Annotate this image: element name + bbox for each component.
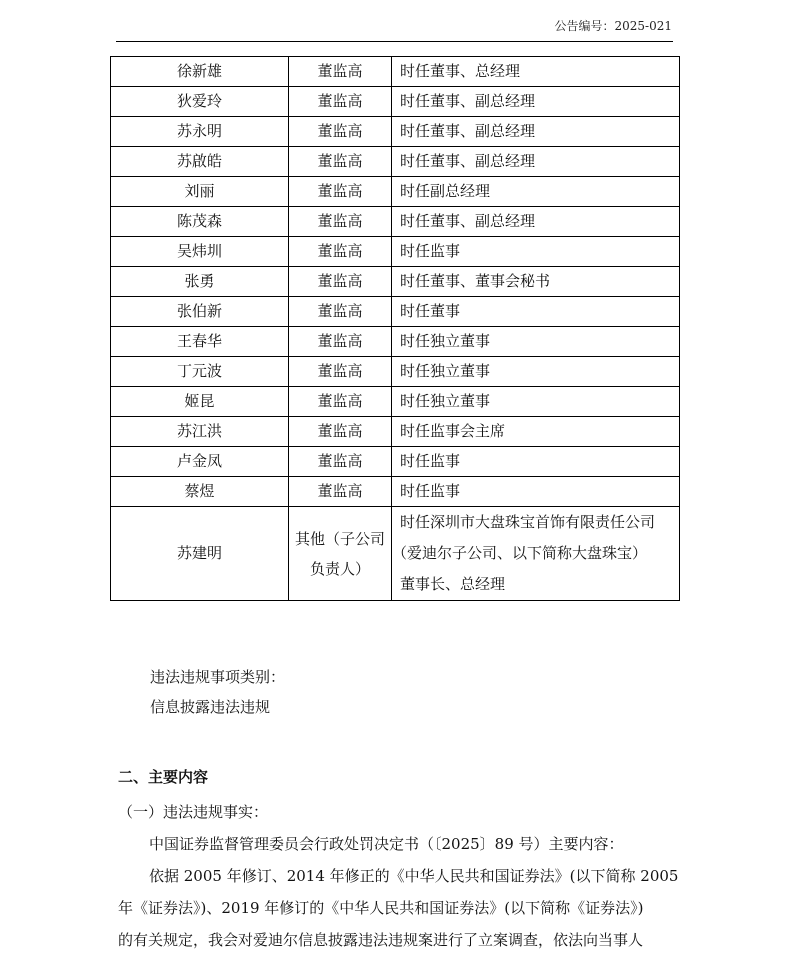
person-role: 董监高 bbox=[289, 357, 392, 387]
table-row bbox=[111, 237, 680, 267]
subsection-title: （一）违法违规事实： bbox=[118, 803, 269, 821]
person-role: 董监高 bbox=[289, 417, 392, 447]
position-line: 董事长、总经理 bbox=[400, 575, 506, 593]
table-row bbox=[111, 57, 680, 87]
violation-category-label: 违法违规事项类别： bbox=[150, 668, 286, 686]
table-row bbox=[111, 447, 680, 477]
person-name: 苏江洪 bbox=[111, 417, 289, 447]
person-role: 董监高 bbox=[289, 147, 392, 177]
person-name: 苏永明 bbox=[111, 117, 289, 147]
person-role: 董监高 bbox=[289, 117, 392, 147]
position-line: 时任深圳市大盘珠宝首饰有限责任公司 bbox=[400, 513, 656, 531]
person-role bbox=[289, 507, 392, 601]
person-name: 苏啟皓 bbox=[111, 147, 289, 177]
person-name: 卢金凤 bbox=[111, 447, 289, 477]
person-position: 时任监事 bbox=[392, 477, 680, 507]
person-position: 时任独立董事 bbox=[392, 327, 680, 357]
person-name: 张勇 bbox=[111, 267, 289, 297]
table-row bbox=[111, 297, 680, 327]
person-position bbox=[392, 507, 680, 601]
person-position: 时任董事、总经理 bbox=[392, 57, 680, 87]
section-title: 二、主要内容 bbox=[118, 768, 209, 786]
person-role: 董监高 bbox=[289, 267, 392, 297]
person-name: 姬昆 bbox=[111, 387, 289, 417]
person-role: 董监高 bbox=[289, 477, 392, 507]
person-role: 董监高 bbox=[289, 387, 392, 417]
header-rule bbox=[116, 41, 673, 42]
persons-table bbox=[110, 56, 680, 601]
table-row bbox=[111, 177, 680, 207]
person-position: 时任董事 bbox=[392, 297, 680, 327]
person-role: 董监高 bbox=[289, 87, 392, 117]
body-line: 年《证券法》)、2019 年修订的《中华人民共和国证券法》(以下简称《证券法》) bbox=[118, 899, 644, 917]
person-name: 吴炜圳 bbox=[111, 237, 289, 267]
person-position: 时任董事、副总经理 bbox=[392, 117, 680, 147]
table-row bbox=[111, 117, 680, 147]
person-name: 蔡煜 bbox=[111, 477, 289, 507]
violation-category-value: 信息披露违法违规 bbox=[150, 698, 271, 716]
table-row bbox=[111, 87, 680, 117]
body-line: 的有关规定，我会对爱迪尔信息披露违法违规案进行了立案调查，依法向当事人 bbox=[118, 931, 644, 949]
body-line: 依据 2005 年修订、2014 年修正的《中华人民共和国证券法》(以下简称 2005 bbox=[149, 867, 679, 885]
person-name: 陈茂森 bbox=[111, 207, 289, 237]
person-name: 王春华 bbox=[111, 327, 289, 357]
person-position: 时任独立董事 bbox=[392, 357, 680, 387]
table-row bbox=[111, 477, 680, 507]
person-name: 徐新雄 bbox=[111, 57, 289, 87]
table-row bbox=[111, 417, 680, 447]
role-line: 其他（子公司 bbox=[294, 529, 385, 548]
person-role: 董监高 bbox=[289, 57, 392, 87]
person-position: 时任监事 bbox=[392, 447, 680, 477]
table-row bbox=[111, 387, 680, 417]
decision-line: 中国证券监督管理委员会行政处罚决定书（〔2025〕89 号）主要内容： bbox=[149, 835, 624, 853]
person-name: 张伯新 bbox=[111, 297, 289, 327]
person-position: 时任独立董事 bbox=[392, 387, 680, 417]
person-role: 董监高 bbox=[289, 207, 392, 237]
person-position: 时任董事、副总经理 bbox=[392, 207, 680, 237]
announcement-number: 公告编号：2025-021 bbox=[554, 19, 672, 33]
person-position: 时任监事会主席 bbox=[392, 417, 680, 447]
person-position: 时任董事、董事会秘书 bbox=[392, 267, 680, 297]
person-role: 董监高 bbox=[289, 447, 392, 477]
person-position: 时任董事、副总经理 bbox=[392, 87, 680, 117]
person-name: 丁元波 bbox=[111, 357, 289, 387]
table-row bbox=[111, 327, 680, 357]
person-position: 时任董事、副总经理 bbox=[392, 147, 680, 177]
table-row bbox=[111, 267, 680, 297]
table-row bbox=[111, 147, 680, 177]
position-line: （爱迪尔子公司、以下简称大盘珠宝） bbox=[392, 544, 648, 562]
body-paragraph bbox=[118, 828, 679, 956]
person-name: 苏建明 bbox=[111, 507, 289, 601]
table-row bbox=[111, 507, 680, 601]
table-row bbox=[111, 357, 680, 387]
person-role: 董监高 bbox=[289, 177, 392, 207]
person-name: 狄爱玲 bbox=[111, 87, 289, 117]
person-position: 时任监事 bbox=[392, 237, 680, 267]
person-role: 董监高 bbox=[289, 297, 392, 327]
table-row bbox=[111, 207, 680, 237]
person-role: 董监高 bbox=[289, 327, 392, 357]
role-line: 负责人） bbox=[309, 559, 370, 578]
person-role: 董监高 bbox=[289, 237, 392, 267]
person-name: 刘丽 bbox=[111, 177, 289, 207]
person-position: 时任副总经理 bbox=[392, 177, 680, 207]
